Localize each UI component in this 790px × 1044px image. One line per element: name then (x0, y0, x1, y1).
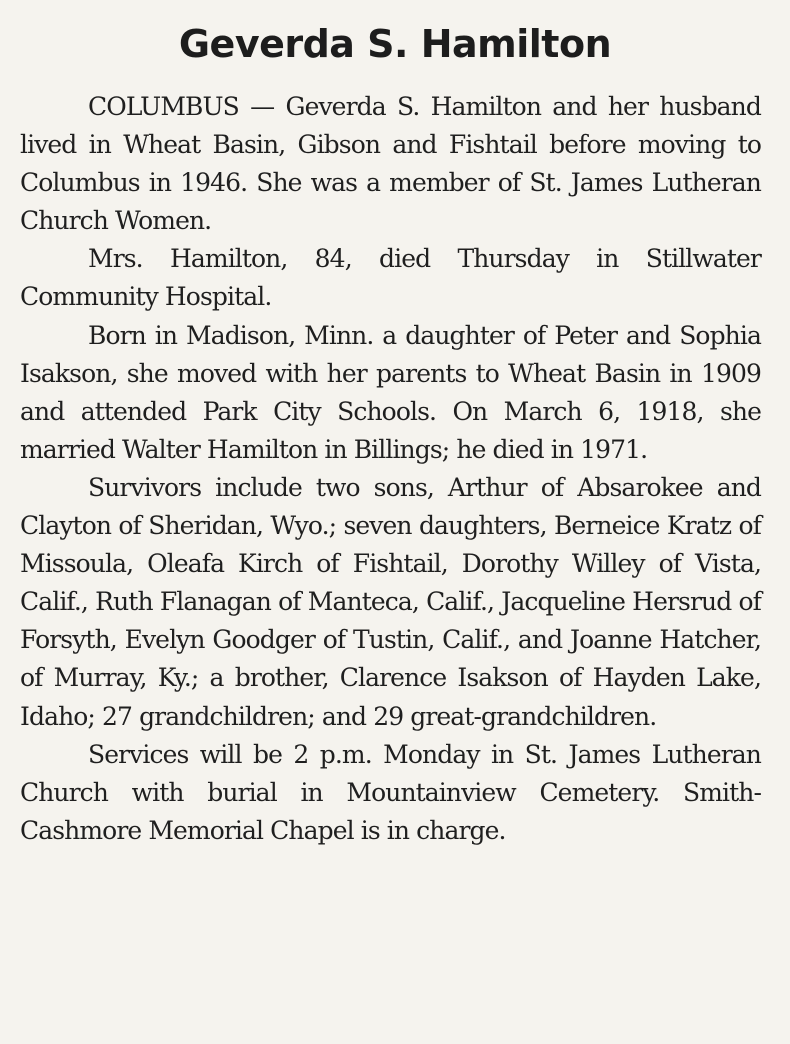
obituary-body (20, 88, 761, 850)
paragraph-survivors: Survivors include two sons, Arthur of Absarokee and Clayton of Sheridan, Wyo.; seven daughters, Berneice Kratz of Missoula, Oleafa Kirch of Fishtail, Dorothy Willey of Vista, Calif., Ruth Flanagan of Manteca, Calif., Jacqueline Hersrud of Forsyth, Evelyn Goodger of Tustin, Calif., and Joanne Hatcher, of Murray, Ky.; a brother, Clarence Isakson of Hayden Lake, Idaho; 27 grandchildren; and 29 great-grandchildren. (20, 472, 761, 731)
paragraph-intro: COLUMBUS — Geverda S. Hamilton and her husband lived in Wheat Basin, Gibson and Fishtail before moving to Columbus in 1946. She was a member of St. James Lutheran Church Women. (20, 92, 761, 236)
paragraph-death: Mrs. Hamilton, 84, died Thursday in Stillwater Community Hospital. (20, 244, 761, 312)
paragraph-services: Services will be 2 p.m. Monday in St. James Lutheran Church with burial in Mountainview Cemetery. Smith-Cashmore Memorial Chapel is in charge. (20, 739, 761, 845)
paragraph-biography: Born in Madison, Minn. a daughter of Peter and Sophia Isakson, she moved with her parents to Wheat Basin in 1909 and attended Park City Schools. On March 6, 1918, she married Walter Hamilton in Billings; he died in 1971. (20, 320, 761, 464)
obituary-headline: Geverda S. Hamilton (178, 22, 612, 66)
